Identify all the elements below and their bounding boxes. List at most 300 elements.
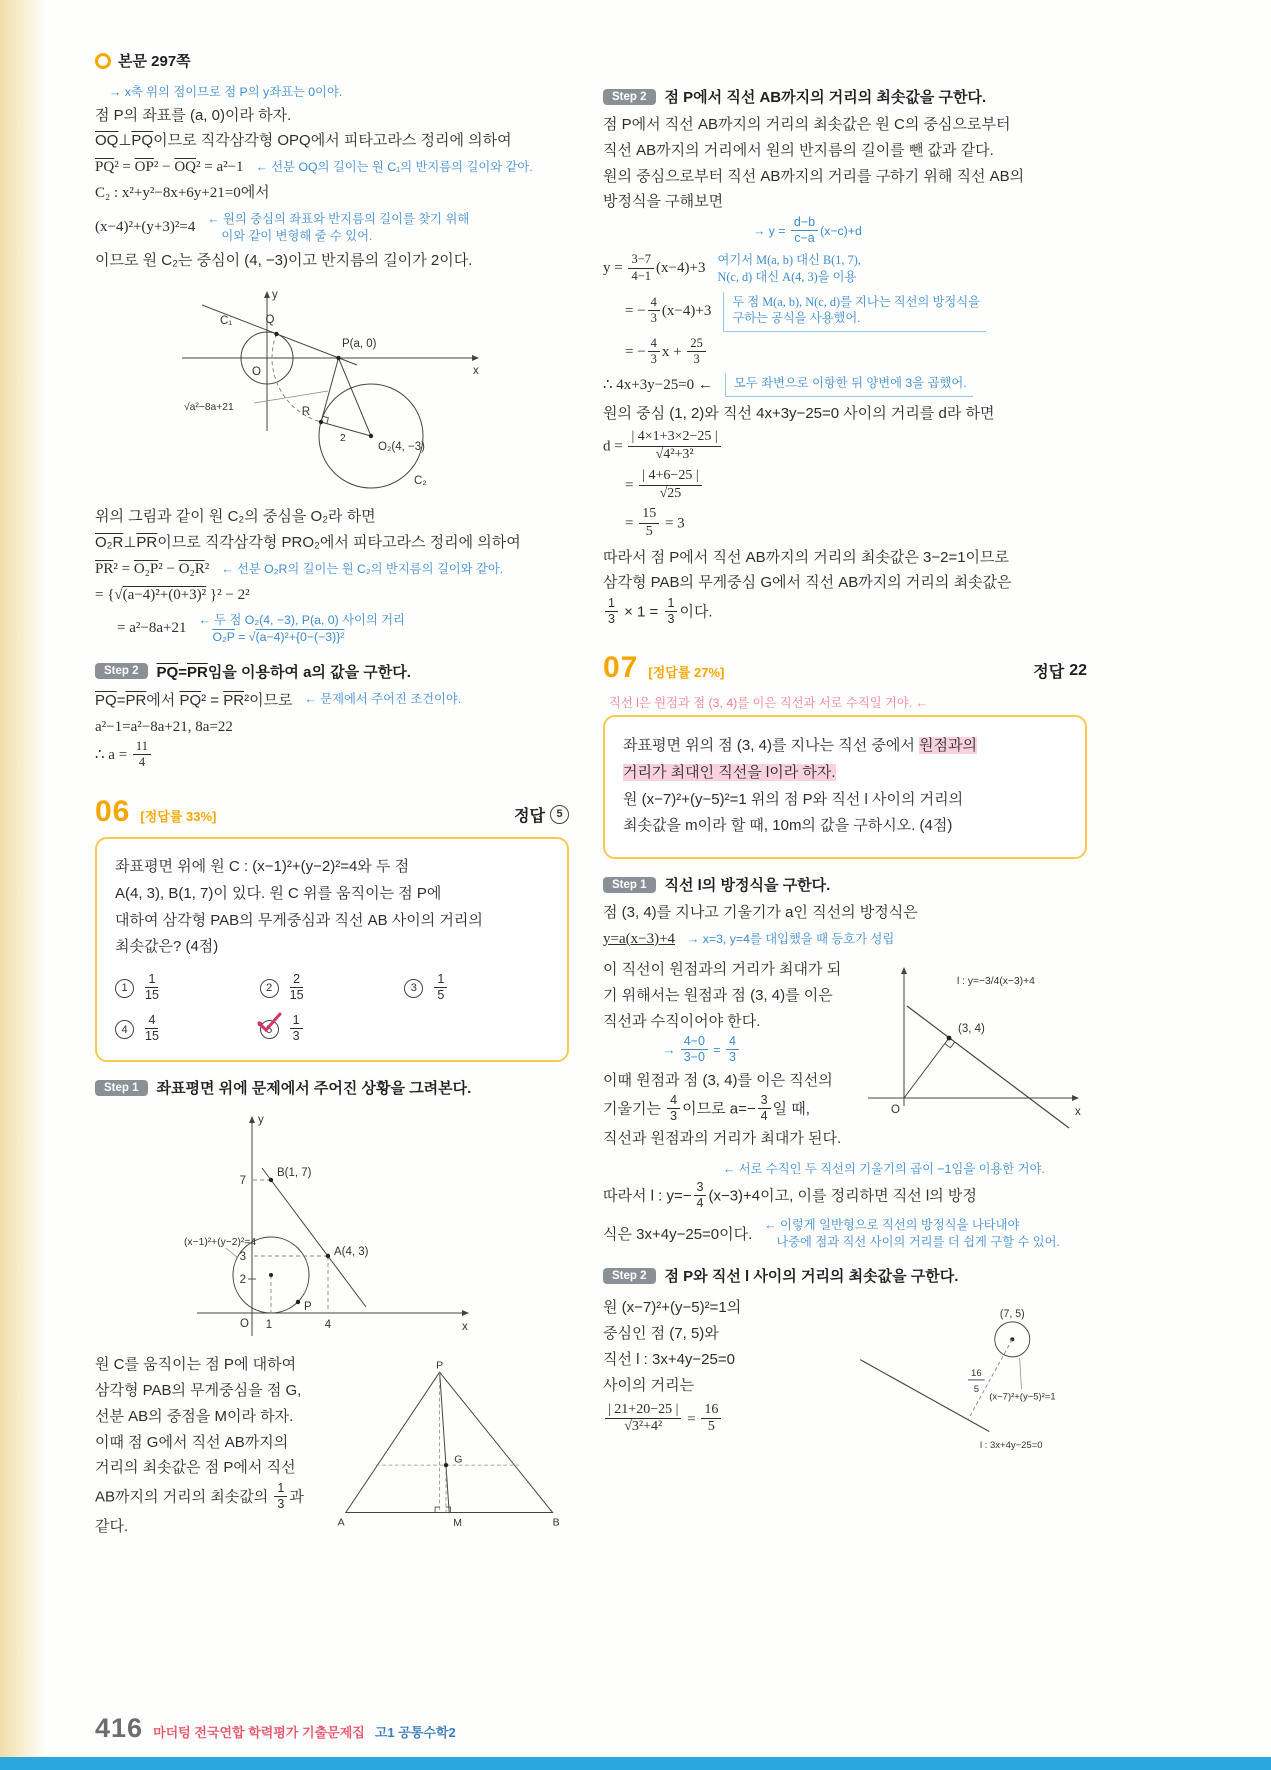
equation [625, 508, 685, 540]
radicand: 4²+3² [663, 447, 694, 463]
denominator: 3 [728, 1050, 736, 1065]
numerator: 15 [639, 507, 659, 524]
fraction [628, 430, 720, 462]
numerator: 1 [434, 973, 447, 988]
fraction [726, 1035, 739, 1064]
equation [95, 561, 209, 578]
distance-fraction-numerator: 16 [971, 1368, 982, 1380]
numerator: 4 [726, 1035, 739, 1050]
numerator: 3 [694, 1181, 707, 1196]
text-run: O₂P [133, 560, 159, 577]
solution-line: 중심인 점 (7, 5)와 [603, 1325, 719, 1343]
step-heading [603, 1265, 1087, 1286]
text-and-line-diagram [603, 956, 1087, 1153]
annotation: ← 선분 O₂R의 길이는 원 C₂의 반지름의 길이와 같아. [221, 561, 504, 576]
text-run: → [663, 1043, 679, 1058]
line-l [907, 1006, 1069, 1128]
right-column [603, 84, 1087, 1549]
equation: y=a(x−3)+4 [603, 930, 676, 947]
solution-line [603, 1095, 854, 1124]
diagram-p06-plane [182, 1108, 482, 1343]
text-run: $\overline{PR}$ [186, 663, 208, 681]
text-run: d = [603, 439, 627, 456]
numerator: 25 [687, 337, 706, 352]
book-subject: 고1 공통수학2 [374, 1725, 456, 1740]
text-run: $\overline{OQ}$ [174, 159, 196, 176]
line-l [860, 1360, 989, 1432]
text-run: (x−3)+4이고, 이를 정리하면 직선 l의 방정 [708, 1187, 977, 1205]
dashed-guides [252, 1180, 328, 1313]
solution-line: 원의 중심으로부터 직선 AB까지의 거리를 구하기 위해 직선 AB의 [603, 167, 1025, 185]
numerator: 1 [274, 1482, 287, 1497]
equation [603, 431, 723, 463]
step-badge: Step 1 [95, 1080, 148, 1096]
label-tick-1: 1 [265, 1319, 273, 1332]
text-run: ²이므로 [244, 691, 293, 709]
problem-number: 07 [603, 651, 639, 685]
label-tick-7: 7 [239, 1175, 246, 1188]
option-4 [115, 1015, 260, 1044]
step-heading [95, 1077, 569, 1098]
label-a: A [337, 1517, 345, 1529]
label-circle-c2: C₂ [414, 474, 427, 487]
text-run: 좌표평면 위의 점 (3, 4)를 지나는 직선 중에서 [623, 736, 920, 754]
annotation-ycoord: → x축 위의 점이므로 점 P의 y좌표는 0이야. [109, 85, 343, 99]
radicand: 3²+4² [631, 1419, 663, 1435]
numerator: 3 [758, 1094, 771, 1109]
solution-line: 거리의 최솟값은 점 P에서 직선 [95, 1459, 296, 1477]
segment-o-to-point [904, 1038, 949, 1098]
answer-label [1033, 659, 1087, 682]
radical-sign: √ [624, 1419, 632, 1435]
text-run: = − [625, 303, 646, 320]
text-run: $\overline{PR}$ [95, 560, 114, 577]
highlighted-text: 원점과의 [919, 736, 977, 754]
segment-po2 [339, 358, 372, 436]
solution-line: 점 P에서 직선 AB까지의 거리의 최솟값은 원 C의 중심으로부터 [603, 116, 1011, 133]
denominator: 3 [667, 612, 675, 627]
segment-pr [321, 358, 339, 422]
fraction [605, 597, 618, 626]
label-point-r: R [301, 405, 310, 418]
answer-circled-number: 5 [550, 805, 569, 824]
fraction [434, 973, 447, 1002]
text-run: 정답 [514, 807, 545, 825]
fraction [639, 469, 701, 501]
numerator: d−b [791, 216, 818, 231]
solution-line: 이때 점 G에서 직선 AB까지의 [95, 1433, 289, 1451]
text-run: $\overline{PR}$ [136, 533, 158, 551]
denominator: 15 [289, 987, 304, 1002]
annotation-line: 나중에 점과 직선 사이의 거리를 더 쉽게 구할 수 있어. [776, 1234, 1060, 1249]
label-circle-c1: C₁ [220, 314, 233, 327]
label-point: (3, 4) [958, 1022, 985, 1035]
label-radius-2: 2 [340, 432, 346, 444]
numerator: 16 [701, 1403, 721, 1420]
solution-line: 점 (3, 4)를 지나고 기울기가 a인 직선의 방정식은 [603, 904, 918, 922]
question-line [623, 761, 1067, 785]
question-line: 최솟값을 m이라 할 때, 10m의 값을 구하시오. (4점) [623, 817, 953, 835]
equation [603, 1401, 723, 1436]
text-run: O₂P [212, 629, 235, 644]
option-5-correct [260, 1015, 405, 1044]
answer-rate: [정답률 33%] [140, 808, 217, 824]
option-3 [404, 971, 549, 1003]
annotation-line: ← 두 점 O₂(4, −3), P(a, 0) 사이의 거리 [198, 613, 405, 628]
annotation-box [723, 292, 986, 332]
book-title: 마더텅 전국연합 학력평가 기출문제집 [153, 1725, 365, 1740]
numerator: 4−0 [681, 1035, 708, 1050]
option-mark: 5 [260, 1020, 279, 1039]
right-angle-marks [435, 1507, 450, 1512]
text-run: ⊥ [118, 132, 132, 150]
text-run: 이다. [679, 603, 713, 621]
text-run: (a−4)²+{0−(−3)}² [255, 629, 345, 644]
text-run: 에서 [146, 691, 180, 709]
numerator: 4 [648, 296, 660, 311]
solution-line: 위의 그림과 같이 원 C₂의 중심을 O₂라 하면 [95, 507, 376, 525]
step-badge: Step 2 [95, 663, 148, 679]
text-run: x + [661, 343, 686, 360]
checked-option [260, 1020, 279, 1039]
equation-row [603, 292, 1087, 332]
fraction [628, 253, 654, 282]
fraction [274, 1482, 287, 1511]
question-line [623, 734, 1067, 758]
annotation [207, 211, 469, 244]
text-run: × 1 = [619, 603, 663, 621]
text-run: $\overline{PQ}$ [95, 159, 115, 176]
leader-line [1020, 1358, 1022, 1389]
annotation-line: 이와 같이 변형해 줄 수 있어. [221, 228, 373, 243]
ref-label: 본문 297쪽 [118, 53, 191, 70]
option-mark: 3 [404, 979, 423, 998]
text-run: 이므로 직각삼각형 OPQ에서 피타고라스 정리에 의하여 [153, 132, 512, 150]
text-run: O₂R [95, 533, 124, 551]
solution-line: 이므로 원 C₂는 중심이 (4, −3)이고 반지름의 길이가 2이다. [95, 252, 473, 270]
step-heading [603, 86, 1087, 107]
diagram-p06-triangle [323, 1351, 569, 1541]
denominator: 3−0 [683, 1050, 705, 1065]
option-mark: 1 [115, 979, 134, 998]
step-title: 점 P에서 직선 AB까지의 거리의 최솟값을 구한다. [664, 89, 987, 106]
annotation-line: 두 점 M(a, b), N(c, d)를 지나는 직선의 방정식을 [732, 294, 980, 309]
annotation-formula [753, 217, 1087, 246]
question-box-06 [95, 837, 569, 1063]
solution-line: 선분 AB의 중점을 M이라 하자. [95, 1407, 294, 1425]
solution-line [95, 532, 569, 555]
text-run: 이므로 a=− [682, 1100, 756, 1118]
page-number: 416 [95, 1713, 144, 1743]
label-y-axis: y [272, 288, 278, 301]
center-dot [1010, 1338, 1014, 1342]
fraction [648, 296, 660, 325]
label-point-p: P(a, 0) [342, 337, 377, 350]
label-origin: O [252, 365, 261, 378]
text-run: ⊥ [123, 533, 137, 551]
text-run: = [178, 663, 187, 681]
text-run: (a−4)²+(0+3)² [122, 586, 207, 603]
text-run: 따라서 l : y=− [603, 1187, 692, 1205]
denominator: 3 [693, 351, 700, 366]
solution-line: 점 P의 좌표를 (a, 0)이라 하자. [95, 106, 292, 124]
denominator: 4 [696, 1196, 704, 1211]
highlighted-text: 거리가 최대인 직선을 l이라 하자. [623, 763, 836, 781]
annotation: → x=3, y=4를 대입했을 때 등호가 성립 [687, 932, 895, 947]
text-run: $\overline{PQ}$ [95, 691, 117, 709]
solution-line: 직선과 원점과의 거리가 최대가 된다. [603, 1129, 842, 1147]
text-run: 임을 이용하여 a의 값을 구한다. [207, 663, 411, 681]
points [269, 1178, 330, 1304]
numerator: 2 [290, 973, 303, 988]
text-run: $\overline{PQ}$ [156, 663, 179, 681]
solution-line: 원의 중심 (1, 2)와 직선 4x+3y−25=0 사이의 거리를 d라 하면 [603, 404, 995, 422]
fraction [791, 216, 818, 245]
text-and-distance-diagram [603, 1294, 1087, 1464]
equation-row [603, 1217, 1087, 1250]
question-line: 최솟값은? (4점) [115, 938, 219, 956]
label-tick-4: 4 [324, 1319, 332, 1332]
equation-row [603, 335, 1087, 367]
diagram-p07-distance [851, 1294, 1086, 1464]
equation-row [117, 612, 569, 645]
fraction [290, 973, 304, 1002]
text-run: ² [204, 560, 210, 577]
radicand: 25 [667, 485, 682, 501]
denominator: 5 [707, 1419, 715, 1435]
equation-row [603, 931, 1087, 948]
equation-row [95, 689, 569, 710]
question-line: 대하여 삼각형 PAB의 무게중심과 직선 AB 사이의 거리의 [115, 911, 483, 929]
text-run: $\overline{OQ}$ [95, 132, 119, 150]
step-badge: Step 2 [603, 1268, 656, 1284]
axes [197, 1117, 468, 1336]
solution-line: 삼각형 PAB의 무게중심을 점 G, [95, 1382, 302, 1400]
explanation-text [95, 1351, 315, 1541]
equation: (x−4)²+(y+3)²=4 [95, 219, 196, 236]
equation-row [625, 467, 1087, 502]
equation-row [95, 561, 569, 578]
text-run: $\overline{PR}$ [223, 691, 245, 709]
equation: ∴ 4x+3y−25=0 ← [603, 377, 713, 394]
text-run: = [683, 1411, 700, 1428]
ref-bullet-icon [95, 53, 111, 69]
fraction [694, 1181, 707, 1210]
solution-line: 이때 원점과 점 (3, 4)를 이은 직선의 [603, 1071, 833, 1089]
solution-line: 삼각형 PAB의 무게중심 G에서 직선 AB까지의 거리의 최솟값은 [603, 574, 1012, 592]
equation-row [95, 211, 569, 244]
triangle [346, 1372, 553, 1512]
equation [603, 254, 705, 283]
text-run: AB까지의 거리의 최솟값의 [95, 1488, 273, 1506]
solution-line: a²−1=a²−8a+21, 8a=22 [95, 718, 233, 735]
label-root-length: √a²−8a+21 [184, 401, 234, 413]
explanation-text [603, 956, 854, 1153]
annotation: ← 선분 OQ의 길이는 원 C₁의 반지름의 길이와 같아. [255, 160, 533, 175]
equation [625, 297, 711, 326]
text-run: y = [603, 260, 627, 277]
option-1 [115, 971, 260, 1003]
solution-line: 방정식을 구해보면 [603, 193, 724, 211]
denominator: 3 [650, 311, 657, 326]
label-x-axis: x [473, 364, 479, 377]
question-line: A(4, 3), B(1, 7)이 있다. 원 C 위를 움직이는 점 P에 [115, 884, 442, 902]
fraction [758, 1094, 771, 1123]
numerator: 4 [145, 1014, 158, 1029]
text-run: 정답 [1033, 664, 1065, 682]
label-x-axis: x [1075, 1105, 1081, 1118]
bottom-blue-bar [0, 1757, 1271, 1770]
problem-number: 06 [95, 794, 131, 828]
step-title: 점 P와 직선 l 사이의 거리의 최솟값을 구한다. [664, 1268, 959, 1286]
numerator: | 4+6−25 | [639, 469, 701, 486]
annotation [764, 1217, 1060, 1250]
solution-line: C₂ : x²+y²−8x+6y+21=0에서 [95, 185, 270, 202]
solution-line: 같다. [95, 1517, 129, 1535]
label-point-p: P [304, 1301, 312, 1314]
text-run: ² = a²−1 [195, 159, 244, 176]
explanation-text [603, 1294, 843, 1442]
denominator: c−a [794, 231, 815, 246]
left-column [95, 84, 569, 1549]
annotation-perpendicular: ← 서로 수직인 두 직선의 기울기의 곱이 −1임을 이용한 거야. [723, 1162, 1045, 1177]
text-and-triangle [95, 1351, 569, 1541]
denominator: 3 [277, 1497, 285, 1512]
step-heading [603, 874, 1087, 895]
pink-annotation: 직선 l은 원점과 점 (3, 4)를 이은 직선과 서로 수직일 거야. ← [609, 696, 928, 711]
annotation-slope [663, 1036, 854, 1065]
solution-line: 원 C를 움직이는 점 P에 대하여 [95, 1356, 297, 1374]
annotation: ← 문제에서 주어진 조건이야. [304, 691, 462, 706]
text-run: = − [625, 343, 646, 360]
annotation-line: 여기서 M(a, b) 대신 B(1, 7), [717, 253, 861, 268]
step-title [157, 661, 411, 682]
question-box-07 [603, 715, 1087, 859]
fraction [687, 337, 706, 366]
equation: 식은 3x+4y−25=0이다. [603, 1226, 753, 1244]
equation-row [95, 159, 569, 176]
fraction [145, 1014, 159, 1043]
label-origin: O [240, 1318, 249, 1331]
solution-line: 이 직선이 원점과의 거리가 최대가 되 [603, 960, 842, 978]
denominator [624, 1419, 662, 1435]
label-x-axis: x [462, 1321, 468, 1334]
equation-row [603, 1401, 843, 1436]
diagram-p05-circles [172, 283, 492, 498]
denominator: 3 [650, 351, 657, 366]
text-run: ² − [153, 159, 175, 176]
tangent-line-pq [202, 305, 357, 365]
text-run: = 3 [661, 515, 685, 532]
numerator: 1 [665, 597, 678, 612]
label-line-l: l : y=−3/4(x−3)+4 [957, 975, 1035, 987]
fraction [648, 337, 660, 366]
denominator: 5 [437, 987, 445, 1002]
text-run: O₂R [178, 560, 205, 577]
label-tick-2: 2 [239, 1274, 246, 1287]
point-g [444, 1463, 448, 1467]
denominator: 3 [608, 612, 615, 627]
annotation-line: ← 원의 중심의 좌표와 반지름의 길이를 찾기 위해 [207, 211, 470, 226]
annotation-line: ← 이렇게 일반형으로 직선의 방정식을 나타내야 [764, 1218, 1020, 1233]
page-reference [95, 50, 191, 71]
fraction [665, 597, 678, 626]
label-point-b: B(1, 7) [277, 1167, 312, 1180]
step-badge: Step 2 [603, 89, 656, 105]
equation [95, 159, 244, 176]
text-run: → y = [753, 224, 789, 239]
fraction [701, 1403, 721, 1435]
annotation-line [212, 629, 405, 646]
leader-line [254, 391, 328, 403]
solution-line: 직선 AB까지의 거리에서 원의 반지름의 길이를 뺀 값과 같다. [603, 141, 994, 159]
text-run: ² − [158, 560, 179, 577]
radical-sign: √ [659, 485, 668, 501]
numerator: 3−7 [628, 253, 654, 268]
question-line: 원 (x−7)²+(y−5)²=1 위의 점 P와 직선 l 사이의 거리의 [623, 790, 964, 808]
label-circle-eq: (x−1)²+(y−2)²=4 [184, 1237, 257, 1249]
content-columns [95, 84, 1087, 1549]
label-y-axis: y [258, 1114, 264, 1127]
label-b: B [552, 1517, 560, 1529]
solution-line: 기 위해서는 원점과 점 (3, 4)를 이은 [603, 986, 833, 1004]
segment-o2r [321, 422, 371, 436]
equation-row [603, 252, 1087, 285]
label-point-q: Q [265, 313, 275, 326]
label-tick-3: 3 [239, 1251, 246, 1264]
equation [625, 467, 704, 502]
radical-sign: √ [655, 447, 664, 463]
page-edge-gradient [0, 0, 46, 1757]
text-run: }² − 2² [206, 586, 250, 603]
solution-line: 사이의 거리는 [603, 1376, 695, 1394]
text-run: 기울기는 [603, 1100, 666, 1118]
denominator: 4 [760, 1109, 768, 1124]
step-badge: Step 1 [603, 877, 656, 893]
page-footer [95, 1713, 456, 1744]
numerator: | 4×1+3×2−25 | [628, 430, 720, 447]
solution-line [95, 130, 569, 153]
text-run: ∴ a = [95, 747, 131, 764]
step-title: 직선 l의 방정식을 구한다. [664, 877, 831, 895]
problem-06-header [95, 794, 569, 828]
answer-value: 22 [1069, 661, 1087, 679]
text-run: = [116, 691, 126, 709]
denominator [660, 486, 682, 502]
dashed-arc [272, 334, 321, 422]
solution-line: 따라서 점 P에서 직선 AB까지의 거리의 최솟값은 3−2=1이므로 [603, 548, 1010, 566]
solution-line [603, 598, 1087, 627]
answer-options [115, 971, 549, 1045]
answer-rate: [정답률 27%] [648, 665, 725, 681]
equation-row [603, 373, 1087, 397]
label-center-o2: O₂(4, −3) [378, 440, 425, 453]
problem-07-header [603, 653, 1087, 683]
denominator: 4 [138, 755, 146, 770]
fraction [681, 1035, 708, 1064]
solution-line: 직선 l : 3x+4y−25=0 [603, 1351, 735, 1369]
denominator: 3 [292, 1029, 300, 1044]
fraction [133, 740, 151, 769]
fraction [639, 507, 659, 539]
text-run: (x−4)+3 [661, 303, 712, 320]
text-run: ² = [114, 159, 135, 176]
axes [868, 968, 1078, 1106]
text-run: 일 때, [772, 1100, 810, 1118]
label-point-a: A(4, 3) [334, 1246, 369, 1259]
text-run: 과 [289, 1488, 304, 1506]
equation [625, 335, 708, 367]
